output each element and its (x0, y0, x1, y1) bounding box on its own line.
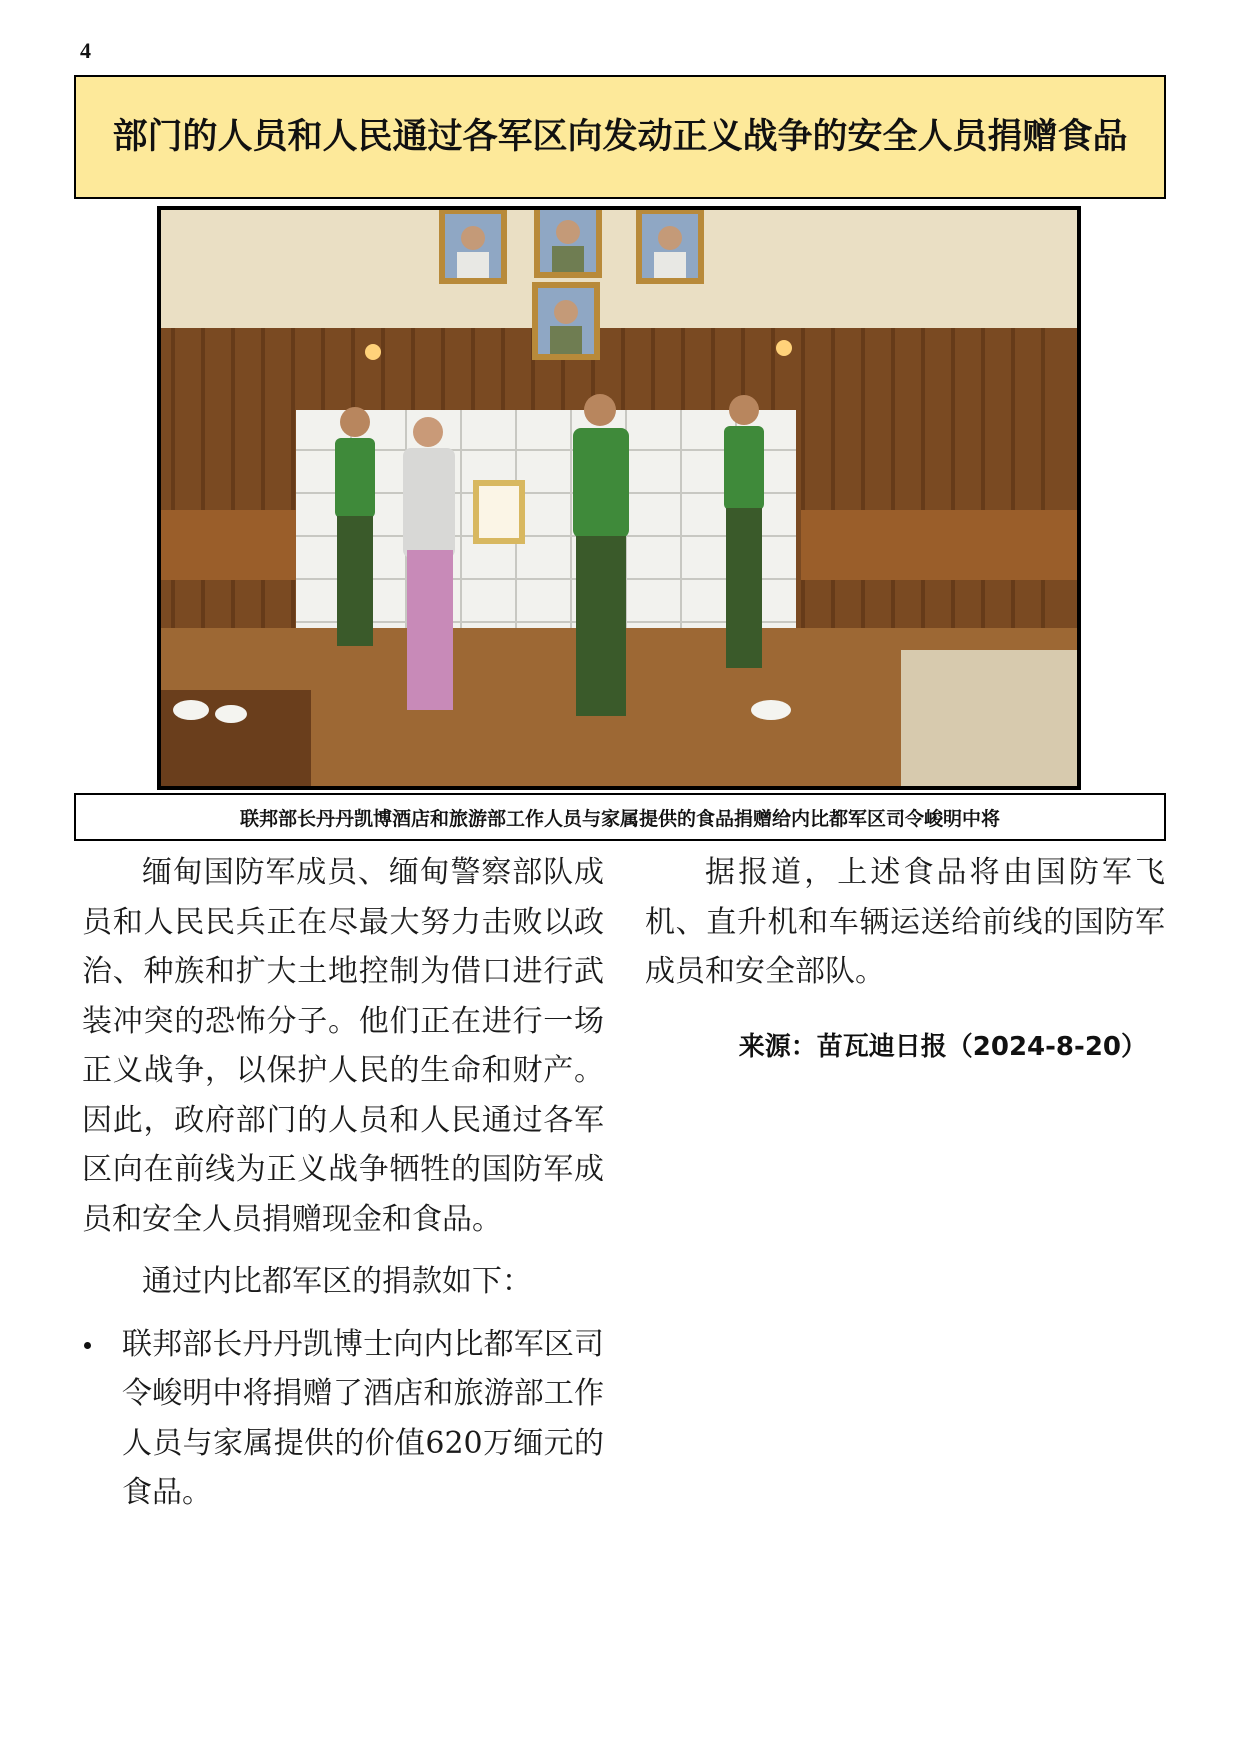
article-left-column (82, 848, 604, 1518)
donation-ceremony-photo (161, 210, 1077, 786)
photo-officer-right (724, 395, 764, 668)
donation-list (82, 1320, 604, 1518)
title-banner (74, 75, 1166, 199)
photo-officer-centre (573, 394, 629, 716)
list-item-text: 联邦部长丹丹凯博士向内比都军区司令峻明中将捐赠了酒店和旅游部工作人员与家属提供的价值620万缅元的食品。 (122, 1326, 604, 1510)
photo-officer-left (335, 407, 375, 646)
page-title: 部门的人员和人民通过各军区向发动正义战争的安全人员捐赠食品 (112, 117, 1128, 157)
bullet-icon (84, 1342, 91, 1349)
article-paragraph-3: 据报道，上述食品将由国防军飞机、直升机和车辆运送给前线的国防军成员和安全部队。 (645, 855, 1165, 989)
photo-caption: 联邦部长丹丹凯博酒店和旅游部工作人员与家属提供的食品捐赠给内比都军区司令峻明中将 (239, 807, 1000, 830)
photo-woman (403, 417, 455, 710)
photo-caption-box (74, 793, 1166, 841)
photo-upper-wall (161, 210, 1077, 345)
article-source: 来源：苗瓦迪日报（2024-8-20） (738, 1031, 1147, 1062)
article-paragraph-2: 通过内比都军区的捐款如下： (142, 1264, 532, 1299)
page-number: 4 (80, 38, 91, 63)
article-right-column (645, 848, 1165, 1072)
news-photo (157, 206, 1081, 790)
article-paragraph-1: 缅甸国防军成员、缅甸警察部队成员和人民民兵正在尽最大努力击败以政治、种族和扩大土地控制为借口进行武装冲突的恐怖分子。他们正在进行一场正义战争，以保护人民的生命和财产。因此，政府部门的人员和人民通过各军区向在前线为正义战争牺牲的国防军成员和安全人员捐赠现金和食品。 (82, 855, 604, 1237)
list-item (82, 1320, 604, 1518)
